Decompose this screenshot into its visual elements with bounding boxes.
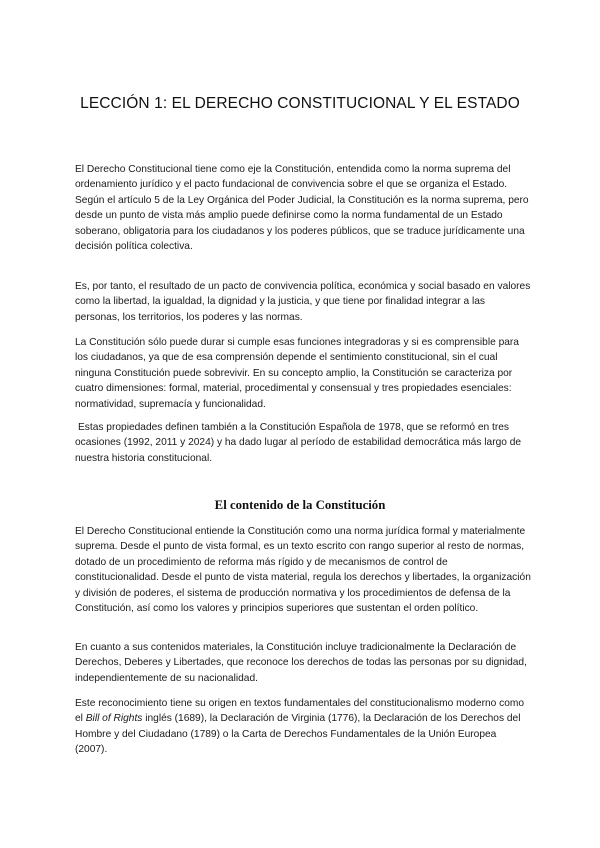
- paragraph-durability: La Constitución sólo puede durar si cumple esas funciones integradoras y si es comprensible para los ciudadanos, ya que de esa comprensión depende el sentimiento constitucional, sin el cual ninguna Constitución puede sobrevivir. En su concepto amplio, la Constitución se caracteriza por cuatro dimensiones: formal, material, procedimental y consensual y tres propiedades esenciales: normatividad, supremacía y funcionalidad.: [75, 337, 519, 410]
- paragraph-material-contents: En cuanto a sus contenidos materiales, la Constitución incluye tradicionalmente la Declaración de Derechos, Deberes y Libertades, que reconoce los derechos de todas las personas por su dignidad, independientemente de su nacionalidad.: [75, 642, 527, 684]
- page-title: LECCIÓN 1: EL DERECHO CONSTITUCIONAL Y EL ESTADO: [80, 95, 520, 112]
- paragraph-spanish-constitution: Estas propiedades definen también a la Constitución Española de 1978, que se reformó en tres ocasiones (1992, 2011 y 2024) y ha dado lugar al período de estabilidad democrática más largo de nuestra historia constitucional.: [75, 422, 522, 464]
- section-heading: El contenido de la Constitución: [214, 498, 386, 512]
- paragraph-text-before: Este reconocimiento tiene su origen en textos fundamentales del constitucionalismo moderno como el: [75, 698, 525, 725]
- paragraph-pact: Es, por tanto, el resultado de un pacto de convivencia política, económica y social basado en valores como la libertad, la igualdad, la dignidad y la justicia, y que tiene por finalidad integrar a las personas, los territorios, los poderes y las normas.: [75, 281, 531, 323]
- paragraph-formal-material: El Derecho Constitucional entiende la Constitución como una norma jurídica formal y materialmente suprema. Desde el punto de vista formal, es un texto escrito con rango superior al resto de normas, dotado de un procedimiento de reforma más rígido y de mecanismos de control de constitucionalidad. Desde el punto de vista material, regula los derechos y libertades, la organización y división de poderes, el sistema de producción normativa y los procedimientos de defensa de la Constitución, así como los valores y principios superiores que sustentan el orden político.: [75, 526, 531, 615]
- bill-of-rights-term: Bill of Rights: [85, 713, 143, 725]
- paragraph-historical-origin: [75, 696, 531, 758]
- paragraph-definition: El Derecho Constitucional tiene como eje la Constitución, entendida como la norma suprema del ordenamiento jurídico y el pacto fundacional de convivencia sobre el que se organiza el Estado. Según el artículo 5 de la Ley Orgánica del Poder Judicial, la Constitución es la norma suprema, pero desde un punto de vista más amplio puede definirse como la norma fundamental de un Estado soberano, obligatoria para los ciudadanos y los poderes públicos, que se traduce jurídicamente una decisión política colectiva.: [75, 164, 529, 253]
- paragraph-text-after: inglés (1689), la Declaración de Virginia (1776), la Declaración de los Derechos del Hombre y del Ciudadano (1789) o la Carta de Derechos Fundamentales de la Unión Europea (2007).: [75, 713, 521, 756]
